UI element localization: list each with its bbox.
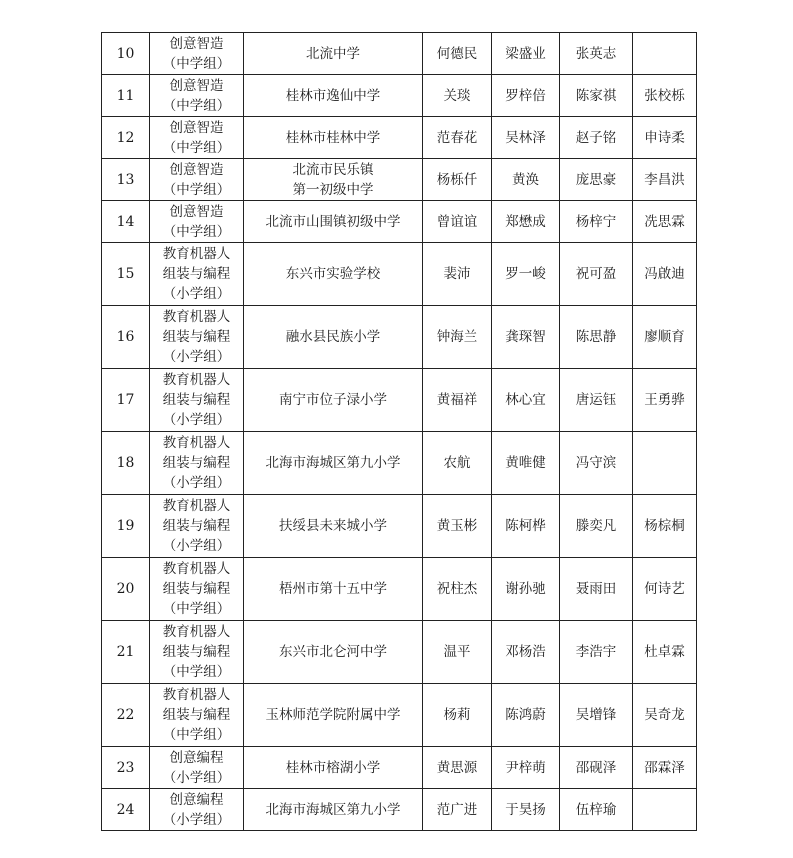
member-cell: 冼思霖 — [633, 201, 697, 243]
school-cell: 桂林市桂林中学 — [244, 117, 423, 159]
school-cell: 扶绥县未来城小学 — [244, 495, 423, 558]
member-cell: 廖顺育 — [633, 306, 697, 369]
member-cell: 滕奕凡 — [560, 495, 633, 558]
category-cell: 创意编程 （小学组） — [150, 747, 244, 789]
member-cell: 冯守滨 — [560, 432, 633, 495]
member-cell: 邓杨浩 — [492, 621, 560, 684]
row-number: 11 — [102, 75, 150, 117]
teacher-cell: 黄玉彬 — [423, 495, 492, 558]
member-cell: 冯啟迪 — [633, 243, 697, 306]
table-row — [102, 621, 697, 684]
table-row — [102, 558, 697, 621]
member-cell: 梁盛业 — [492, 33, 560, 75]
member-cell: 吴奇龙 — [633, 684, 697, 747]
school-cell: 北海市海城区第九小学 — [244, 789, 423, 831]
teacher-cell: 温平 — [423, 621, 492, 684]
category-cell: 教育机器人 组装与编程 （小学组） — [150, 306, 244, 369]
school-cell: 东兴市北仑河中学 — [244, 621, 423, 684]
table-row — [102, 684, 697, 747]
table-row — [102, 369, 697, 432]
teacher-cell: 黄福祥 — [423, 369, 492, 432]
school-cell: 融水县民族小学 — [244, 306, 423, 369]
member-cell: 龚琛智 — [492, 306, 560, 369]
member-cell: 吴林泽 — [492, 117, 560, 159]
category-cell: 创意智造 （中学组） — [150, 159, 244, 201]
school-cell: 北流市民乐镇 第一初级中学 — [244, 159, 423, 201]
teacher-cell: 何德民 — [423, 33, 492, 75]
teacher-cell: 祝柱杰 — [423, 558, 492, 621]
teacher-cell: 范广进 — [423, 789, 492, 831]
member-cell: 赵子铭 — [560, 117, 633, 159]
category-cell: 教育机器人 组装与编程 （中学组） — [150, 684, 244, 747]
member-cell: 谢孙驰 — [492, 558, 560, 621]
table-row — [102, 117, 697, 159]
member-cell: 黄唯健 — [492, 432, 560, 495]
member-cell: 陈鸿蔚 — [492, 684, 560, 747]
member-cell: 于昊扬 — [492, 789, 560, 831]
category-cell: 教育机器人 组装与编程 （小学组） — [150, 369, 244, 432]
teacher-cell: 曾谊谊 — [423, 201, 492, 243]
member-cell: 杜卓霖 — [633, 621, 697, 684]
member-cell — [633, 33, 697, 75]
member-cell: 邵砚泽 — [560, 747, 633, 789]
category-cell: 教育机器人 组装与编程 （小学组） — [150, 243, 244, 306]
member-cell: 尹梓萌 — [492, 747, 560, 789]
member-cell: 张英志 — [560, 33, 633, 75]
member-cell: 王勇骅 — [633, 369, 697, 432]
row-number: 20 — [102, 558, 150, 621]
member-cell: 罗一峻 — [492, 243, 560, 306]
table-row — [102, 75, 697, 117]
row-number: 24 — [102, 789, 150, 831]
member-cell: 罗梓倍 — [492, 75, 560, 117]
teacher-cell: 杨栎仟 — [423, 159, 492, 201]
teacher-cell: 农航 — [423, 432, 492, 495]
member-cell: 陈柯桦 — [492, 495, 560, 558]
category-cell: 教育机器人 组装与编程 （小学组） — [150, 432, 244, 495]
table-row — [102, 747, 697, 789]
table-row — [102, 789, 697, 831]
member-cell: 杨棕桐 — [633, 495, 697, 558]
award-roster-table — [101, 32, 697, 831]
teacher-cell: 裴沛 — [423, 243, 492, 306]
member-cell: 祝可盈 — [560, 243, 633, 306]
school-cell: 北流中学 — [244, 33, 423, 75]
member-cell — [633, 432, 697, 495]
table-row — [102, 33, 697, 75]
row-number: 15 — [102, 243, 150, 306]
row-number: 17 — [102, 369, 150, 432]
member-cell: 聂雨田 — [560, 558, 633, 621]
row-number: 23 — [102, 747, 150, 789]
school-cell: 东兴市实验学校 — [244, 243, 423, 306]
member-cell: 张校栎 — [633, 75, 697, 117]
table-row — [102, 495, 697, 558]
member-cell: 李浩宇 — [560, 621, 633, 684]
member-cell: 何诗艺 — [633, 558, 697, 621]
member-cell: 伍梓瑜 — [560, 789, 633, 831]
member-cell: 黄涣 — [492, 159, 560, 201]
table-body — [102, 33, 697, 831]
row-number: 19 — [102, 495, 150, 558]
category-cell: 教育机器人 组装与编程 （中学组） — [150, 621, 244, 684]
teacher-cell: 范春花 — [423, 117, 492, 159]
member-cell: 吴增锋 — [560, 684, 633, 747]
row-number: 14 — [102, 201, 150, 243]
member-cell — [633, 789, 697, 831]
row-number: 22 — [102, 684, 150, 747]
teacher-cell: 关琰 — [423, 75, 492, 117]
category-cell: 教育机器人 组装与编程 （小学组） — [150, 495, 244, 558]
teacher-cell: 杨莉 — [423, 684, 492, 747]
teacher-cell: 黄思源 — [423, 747, 492, 789]
member-cell: 唐运钰 — [560, 369, 633, 432]
school-cell: 桂林市逸仙中学 — [244, 75, 423, 117]
category-cell: 创意智造 （中学组） — [150, 75, 244, 117]
member-cell: 杨梓宁 — [560, 201, 633, 243]
category-cell: 创意智造 （中学组） — [150, 201, 244, 243]
teacher-cell: 钟海兰 — [423, 306, 492, 369]
member-cell: 李昌洪 — [633, 159, 697, 201]
member-cell: 陈思静 — [560, 306, 633, 369]
table-row — [102, 306, 697, 369]
school-cell: 北流市山围镇初级中学 — [244, 201, 423, 243]
row-number: 16 — [102, 306, 150, 369]
member-cell: 陈家祺 — [560, 75, 633, 117]
school-cell: 北海市海城区第九小学 — [244, 432, 423, 495]
member-cell: 申诗柔 — [633, 117, 697, 159]
school-cell: 梧州市第十五中学 — [244, 558, 423, 621]
row-number: 10 — [102, 33, 150, 75]
row-number: 12 — [102, 117, 150, 159]
category-cell: 创意编程 （小学组） — [150, 789, 244, 831]
table-row — [102, 432, 697, 495]
category-cell: 教育机器人 组装与编程 （中学组） — [150, 558, 244, 621]
school-cell: 玉林师范学院附属中学 — [244, 684, 423, 747]
member-cell: 郑懋成 — [492, 201, 560, 243]
school-cell: 南宁市位子渌小学 — [244, 369, 423, 432]
row-number: 18 — [102, 432, 150, 495]
category-cell: 创意智造 （中学组） — [150, 33, 244, 75]
table-row — [102, 159, 697, 201]
member-cell: 林心宜 — [492, 369, 560, 432]
row-number: 21 — [102, 621, 150, 684]
school-cell: 桂林市榕湖小学 — [244, 747, 423, 789]
table-row — [102, 201, 697, 243]
member-cell: 邵霖泽 — [633, 747, 697, 789]
table-row — [102, 243, 697, 306]
member-cell: 庞思豪 — [560, 159, 633, 201]
category-cell: 创意智造 （中学组） — [150, 117, 244, 159]
row-number: 13 — [102, 159, 150, 201]
